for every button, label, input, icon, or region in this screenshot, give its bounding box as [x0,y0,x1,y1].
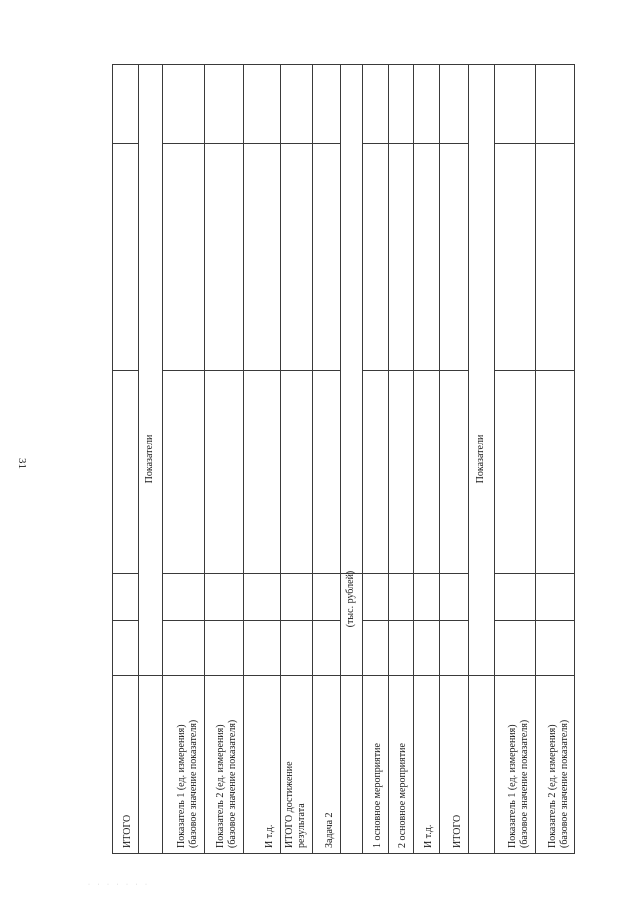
row-label-line: Показатель 1 (ед. измерения) [507,724,518,848]
column-line [112,370,138,371]
column-line [439,573,468,574]
column-line [413,370,439,371]
row-label [176,680,200,848]
row-line [138,64,139,854]
row-label-line: Показатель 2 (ед. измерения) [215,724,226,848]
column-line [388,370,413,371]
row-label-line: 1 основное мероприятие [372,743,383,848]
column-line [112,143,138,144]
column-line [243,620,280,621]
column-line [280,620,312,621]
table-grid [112,64,575,854]
column-line [439,143,468,144]
column-line [494,620,535,621]
column-line [362,143,388,144]
row-label-line: ИТОГО [452,814,463,848]
row-label [284,680,308,848]
column-line [535,620,575,621]
column-line [243,370,280,371]
column-line [388,620,413,621]
row-line [312,64,313,854]
row-line [112,64,113,854]
row-line [243,64,244,854]
column-line [439,370,468,371]
outer-left-line [112,853,575,854]
column-line [280,370,312,371]
row-label-line: Задача 2 [324,812,335,848]
row-label [507,680,531,848]
row-label-line: (базовое значение показателя) [227,719,238,848]
column-line [362,620,388,621]
column-line [413,620,439,621]
column-line [494,143,535,144]
row-label [372,680,384,848]
row-line [494,64,495,854]
column-line [439,620,468,621]
row-label [215,680,239,848]
page-number: 31 [16,458,28,469]
column-line [162,620,204,621]
row-line [413,64,414,854]
row-label [452,680,464,848]
column-line [204,620,243,621]
column-line [243,143,280,144]
rotated-table-sheet [112,64,575,854]
row-label-line: 2 основное мероприятие [397,743,408,848]
row-label-line: ИТОГО [122,814,133,848]
row-label-line: (базовое значение показателя) [559,719,570,848]
row-label [324,680,336,848]
column-line [494,573,535,574]
units-note: (тыс. рублей) [345,570,356,628]
column-line [494,370,535,371]
row-label [423,680,435,848]
scan-noise: · · · · · · · [88,882,150,888]
column-line [243,573,280,574]
column-line [204,573,243,574]
row-label-line: И т.д. [264,824,275,848]
column-line [535,370,575,371]
section-header: Показатели [144,434,155,484]
column-line [312,620,340,621]
column-line [362,370,388,371]
label-column-line [112,675,575,676]
column-line [204,370,243,371]
row-label-line: ИТОГО достижение [284,761,295,848]
row-label-line: И т.д. [423,824,434,848]
row-label [122,680,134,848]
section-header: Показатели [475,434,486,484]
row-line [468,64,469,854]
column-line [388,143,413,144]
column-line [535,573,575,574]
column-line [112,620,138,621]
row-label-line: Показатель 1 (ед. измерения) [176,724,187,848]
row-label [264,680,276,848]
column-line [112,573,138,574]
column-line [204,143,243,144]
row-line [388,64,389,854]
row-line [535,64,536,854]
row-line [439,64,440,854]
column-line [312,370,340,371]
row-label-line: результата [296,803,307,848]
column-line [535,143,575,144]
column-line [312,143,340,144]
row-label-line: (базовое значение показателя) [519,719,530,848]
column-line [413,143,439,144]
column-line [162,370,204,371]
column-line [388,573,413,574]
column-line [312,573,340,574]
column-line [362,573,388,574]
row-line [162,64,163,854]
row-line [340,64,341,854]
column-line [413,573,439,574]
row-line [280,64,281,854]
outer-right-line [112,64,575,65]
column-line [280,143,312,144]
row-label [547,680,571,848]
row-label-line: Показатель 2 (ед. измерения) [547,724,558,848]
row-line [574,64,575,854]
row-label [397,680,409,848]
column-line [280,573,312,574]
row-line [204,64,205,854]
column-line [162,143,204,144]
column-line [162,573,204,574]
row-line [362,64,363,854]
row-label-line: (базовое значение показателя) [188,719,199,848]
